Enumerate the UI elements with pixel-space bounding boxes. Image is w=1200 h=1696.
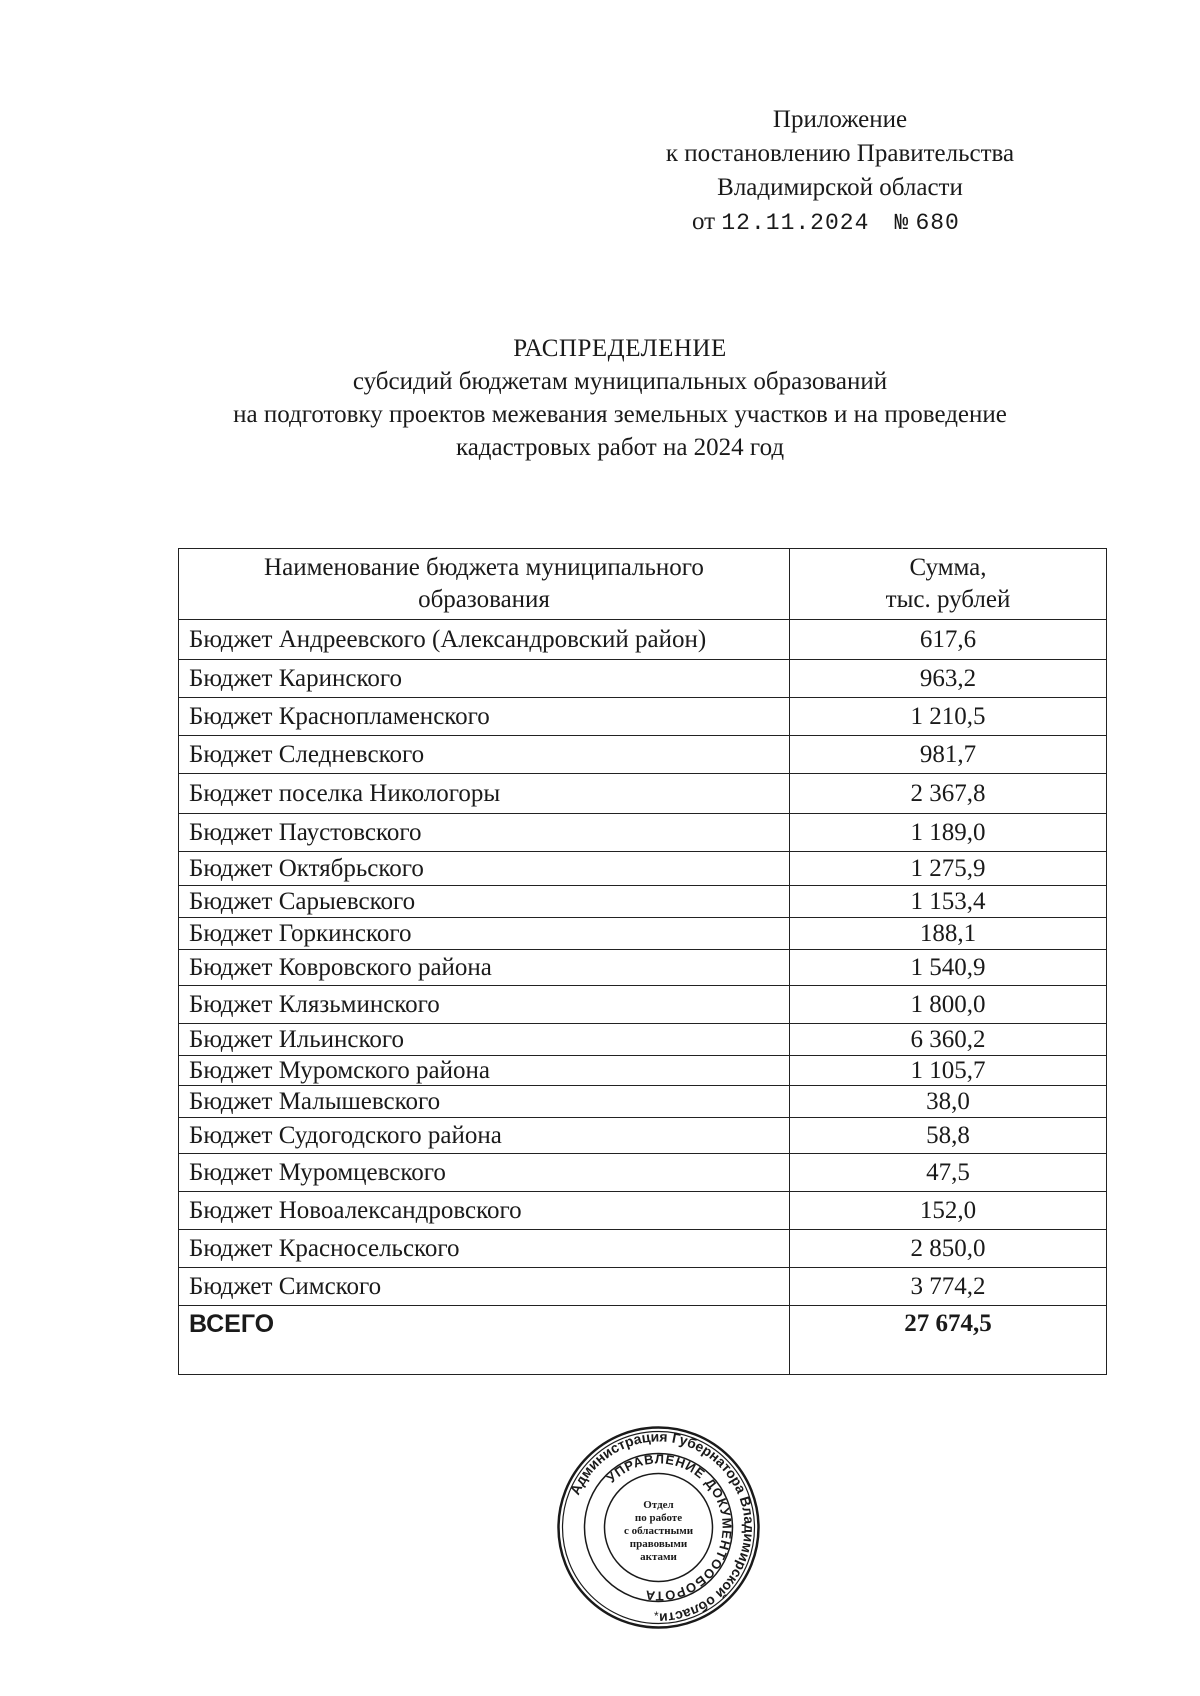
seal-center-line-2: по работе [634,1512,683,1524]
official-seal [556,1425,761,1630]
budget-amount-cell: 38,0 [790,1086,1107,1118]
document-date: 12.11.2024 [721,210,870,236]
budget-name-cell: Бюджет Муромского района [179,1056,790,1086]
budget-amount-cell: 47,5 [790,1154,1107,1192]
budget-amount-cell: 1 210,5 [790,698,1107,736]
budget-name-cell: Бюджет Малышевского [179,1086,790,1118]
total-label: ВСЕГО [179,1306,790,1375]
budget-amount-cell: 188,1 [790,918,1107,950]
table-row [179,1086,1107,1118]
seal-center-line-5: актами [640,1551,677,1563]
total-amount: 27 674,5 [790,1306,1107,1375]
table-header-row [179,549,1107,620]
header-amount-cell [790,549,1107,620]
table-row [179,886,1107,918]
table-row [179,736,1107,774]
table-row [179,620,1107,660]
seal-star-icon: * [654,1609,659,1623]
table-row [179,660,1107,698]
budget-name-cell: Бюджет Ковровского района [179,950,790,986]
budget-name-cell: Бюджет Муромцевского [179,1154,790,1192]
budget-amount-cell: 2 850,0 [790,1230,1107,1268]
table-body [179,620,1107,1375]
seal-ring-text: УПРАВЛЕНИЕ ДОКУМЕНТООБОРОТА [603,1451,735,1604]
budget-amount-cell: 1 275,9 [790,852,1107,886]
title-line-2: на подготовку проектов межевания земельных участков и на проведение [233,401,1007,428]
document-title [180,332,1060,464]
header-name-line-1: Наименование бюджета муниципального [264,554,704,581]
budget-amount-cell: 1 540,9 [790,950,1107,986]
budget-name-cell: Бюджет Красносельского [179,1230,790,1268]
number-sign: № [894,210,910,236]
budget-amount-cell: 963,2 [790,660,1107,698]
budget-name-cell: Бюджет Сарыевского [179,886,790,918]
table-row [179,1056,1107,1086]
seal-center-line-4: правовыми [629,1538,688,1550]
table-row [179,1230,1107,1268]
budget-name-cell: Бюджет Каринского [179,660,790,698]
table-row [179,950,1107,986]
budget-amount-cell: 2 367,8 [790,774,1107,814]
budget-amount-cell: 1 105,7 [790,1056,1107,1086]
appendix-line-2: к постановлению Правительства [665,140,1015,167]
budget-name-cell: Бюджет Симского [179,1268,790,1306]
budget-amount-cell: 1 800,0 [790,986,1107,1024]
budget-name-cell: Бюджет Андреевского (Александровский район) [179,620,790,660]
appendix-line-1: Приложение [772,106,908,133]
date-prefix: от [692,208,716,235]
total-row [179,1306,1107,1375]
budget-amount-cell: 981,7 [790,736,1107,774]
header-amount-line-2: тыс. рублей [885,586,1011,613]
table-row [179,1268,1107,1306]
table-row [179,1192,1107,1230]
budget-amount-cell: 1 153,4 [790,886,1107,918]
header-amount-line-1: Сумма, [909,554,987,581]
title-line-1: субсидий бюджетам муниципальных образований [352,368,888,395]
table-row [179,1154,1107,1192]
table-row [179,774,1107,814]
seal-outer-text: Администрация Губернатора Владимирской области [566,1428,758,1627]
budget-amount-cell: 152,0 [790,1192,1107,1230]
title-heading: РАСПРЕДЕЛЕНИЕ [513,335,727,362]
seal-center-line-3: с областными [623,1525,694,1537]
budget-amount-cell: 58,8 [790,1118,1107,1154]
budget-amount-cell: 617,6 [790,620,1107,660]
budget-name-cell: Бюджет Горкинского [179,918,790,950]
appendix-block [620,103,1060,240]
table-row [179,698,1107,736]
seal-center-line-1: Отдел [643,1499,674,1511]
header-name-line-2: образования [418,586,550,613]
header-name-cell [179,549,790,620]
budget-amount-cell: 6 360,2 [790,1024,1107,1056]
budget-name-cell: Бюджет поселка Никологоры [179,774,790,814]
budget-amount-cell: 1 189,0 [790,814,1107,852]
document-number: 680 [915,210,960,236]
appendix-date-line [692,205,1060,240]
budget-name-cell: Бюджет Октябрьского [179,852,790,886]
table-row [179,852,1107,886]
budget-amount-cell: 3 774,2 [790,1268,1107,1306]
table-row [179,986,1107,1024]
budget-name-cell: Бюджет Новоалександровского [179,1192,790,1230]
budget-name-cell: Бюджет Ильинского [179,1024,790,1056]
budget-name-cell: Бюджет Краснопламенского [179,698,790,736]
budget-name-cell: Бюджет Судогодского района [179,1118,790,1154]
table-row [179,918,1107,950]
budget-name-cell: Бюджет Следневского [179,736,790,774]
budget-name-cell: Бюджет Паустовского [179,814,790,852]
title-line-3: кадастровых работ на 2024 год [455,434,785,461]
appendix-line-3: Владимирской области [717,174,963,201]
table-row [179,814,1107,852]
table-row [179,1024,1107,1056]
distribution-table [178,548,1107,1375]
table-row [179,1118,1107,1154]
budget-name-cell: Бюджет Клязьминского [179,986,790,1024]
